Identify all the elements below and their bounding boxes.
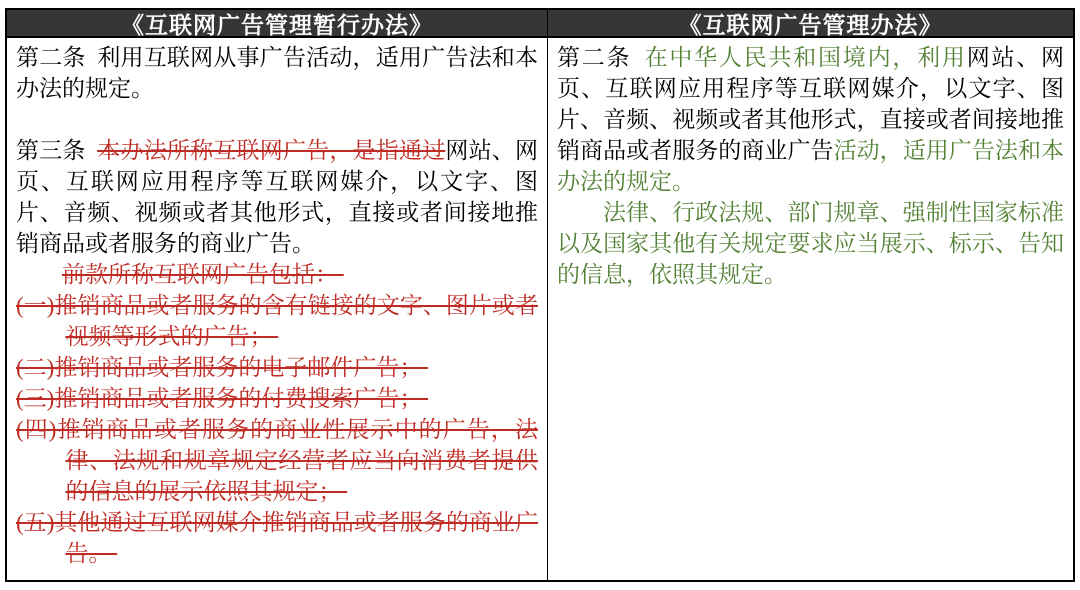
- article-2-new: [557, 42, 1064, 197]
- article-3-deleted-text: 本办法所称互联网广告，是指通过: [97, 138, 446, 163]
- inserted-paragraph: 法律、行政法规、部门规章、强制性国家标准以及国家其他有关规定要求应当展示、标示、告知的信息，依照其规定。: [556, 200, 1064, 287]
- old-regulation-body: [7, 38, 548, 580]
- right-column-header: [548, 10, 1073, 38]
- deleted-item-3: (三)推销商品或者服务的付费搜索广告；: [16, 386, 429, 411]
- regulation-comparison-table: [5, 8, 1075, 582]
- article-2-old-text: 第二条 利用互联网从事广告活动，适用广告法和本办法的规定。: [16, 45, 538, 101]
- article-2-new-kept: 网站、网页、互联网应用程序等互联网媒介，以文字、图片、音频、视频或者其他形式，直接或者间接地推销商品或者服务的商业广告: [556, 45, 1065, 163]
- article-2-old: [16, 42, 538, 104]
- deleted-item-1: (一)推销商品或者服务的含有链接的文字、图片或者视频等形式的广告；: [16, 293, 538, 349]
- new-regulation-title: 《互联网广告管理办法》: [678, 12, 943, 38]
- deleted-intro-line: 前款所称互联网广告包括：: [62, 262, 344, 287]
- deleted-item-5: (五)其他通过互联网媒介推销商品或者服务的商业广告。: [16, 510, 538, 566]
- article-3-old: [16, 135, 538, 259]
- deleted-item-4: (四)推销商品或者服务的商业性展示中的广告，法律、法规和规章规定经营者应当向消费者提供的信息的展示依照其规定；: [16, 417, 538, 504]
- article-3-label: 第三条: [16, 138, 98, 163]
- article-3-kept-text: 网站、网页、互联网应用程序等互联网媒介，以文字、图片、音频、视频或者其他形式，直接或者间接地推销商品或者服务的商业广告。: [16, 138, 538, 256]
- article-2-new-label: 第二条: [556, 45, 643, 70]
- article-2-new-inserted-2: 活动，适用广告法和本办法的规定。: [556, 138, 1065, 194]
- article-2-new-inserted-1: 在中华人民共和国境内，利用: [642, 45, 967, 70]
- old-regulation-title: 《互联网广告管理暂行办法》: [120, 12, 433, 38]
- blank-line: [16, 104, 538, 135]
- new-regulation-body: [548, 38, 1073, 580]
- deleted-item-2: (二)推销商品或者服务的电子邮件广告；: [16, 355, 429, 380]
- left-column-header: [7, 10, 548, 38]
